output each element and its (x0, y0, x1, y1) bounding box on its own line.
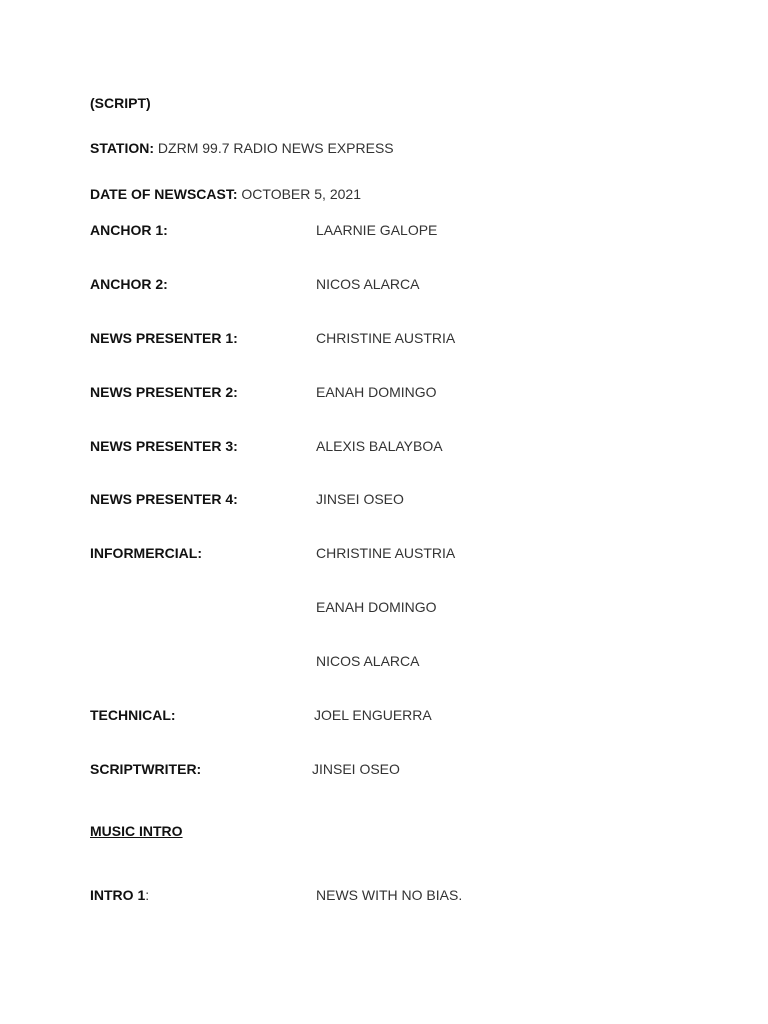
date-line (90, 185, 361, 203)
role-value-news-presenter-3: ALEXIS BALAYBOA (316, 438, 443, 454)
role-value-news-presenter-4: JINSEI OSEO (316, 491, 404, 507)
role-label-news-presenter-1: NEWS PRESENTER 1: (90, 330, 238, 346)
intro-line (90, 886, 149, 904)
station-line (90, 139, 394, 157)
role-label-news-presenter-3: NEWS PRESENTER 3: (90, 438, 238, 454)
music-intro-heading: MUSIC INTRO (90, 823, 183, 839)
role-value-technical: JOEL ENGUERRA (314, 707, 432, 723)
intro-colon: : (145, 887, 150, 903)
date-label: DATE OF NEWSCAST: (90, 186, 238, 202)
date-value: OCTOBER 5, 2021 (237, 186, 361, 202)
role-value-anchor-2: NICOS ALARCA (316, 276, 420, 292)
role-value-news-presenter-2: EANAH DOMINGO (316, 384, 437, 400)
role-label-technical: TECHNICAL: (90, 707, 176, 723)
role-label-scriptwriter: SCRIPTWRITER: (90, 761, 202, 777)
role-value-news-presenter-1: CHRISTINE AUSTRIA (316, 330, 456, 346)
role-label-news-presenter-2: NEWS PRESENTER 2: (90, 384, 238, 400)
station-label: STATION: (90, 140, 155, 156)
role-label-news-presenter-4: NEWS PRESENTER 4: (90, 491, 238, 507)
role-value-informercial-2: EANAH DOMINGO (316, 599, 437, 615)
intro-label: INTRO 1 (90, 887, 146, 903)
intro-value: NEWS WITH NO BIAS. (316, 887, 463, 903)
role-label-informercial: INFORMERCIAL: (90, 545, 202, 561)
role-value-informercial-1: CHRISTINE AUSTRIA (316, 545, 456, 561)
role-label-anchor-1: ANCHOR 1: (90, 222, 168, 238)
role-value-scriptwriter: JINSEI OSEO (312, 761, 400, 777)
role-value-informercial-3: NICOS ALARCA (316, 653, 420, 669)
role-label-anchor-2: ANCHOR 2: (90, 276, 168, 292)
script-heading: (SCRIPT) (90, 95, 151, 111)
station-value: DZRM 99.7 RADIO NEWS EXPRESS (154, 140, 394, 156)
role-value-anchor-1: LAARNIE GALOPE (316, 222, 438, 238)
